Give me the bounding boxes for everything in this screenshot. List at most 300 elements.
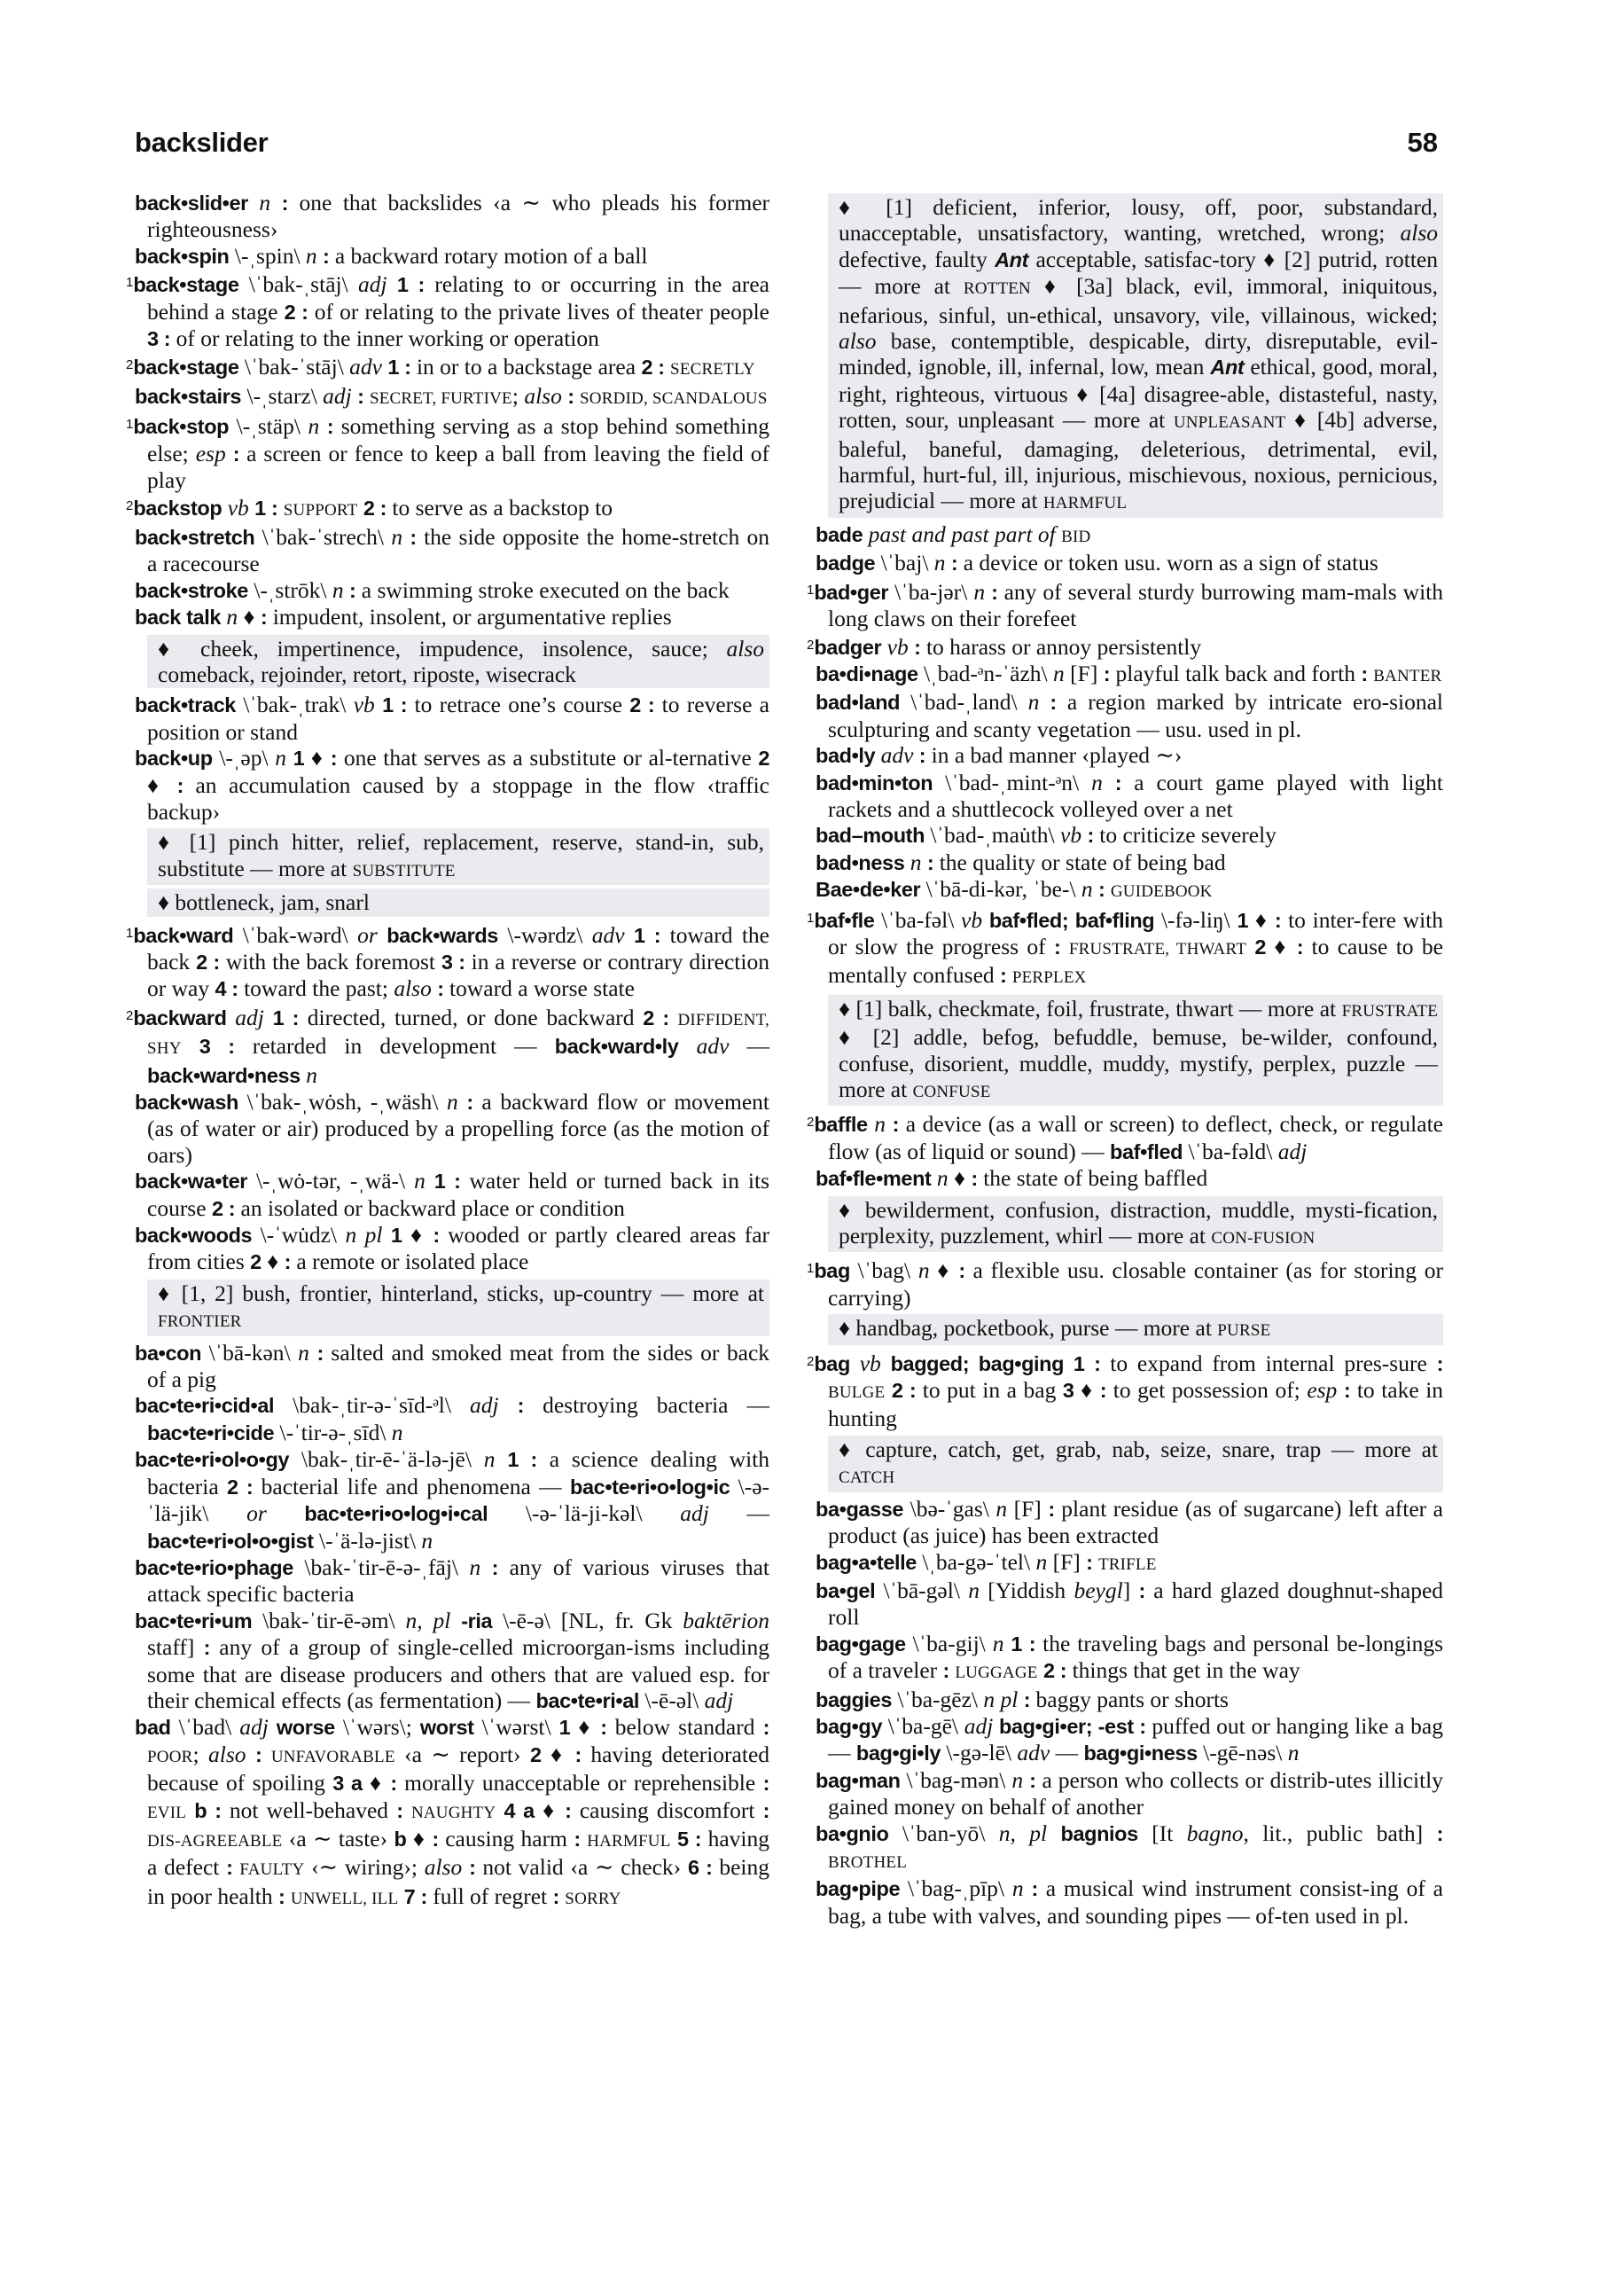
definition-text: something serving as a stop behind something else; xyxy=(147,413,770,466)
definition-text xyxy=(1047,1820,1060,1846)
italic-label: n xyxy=(226,604,238,630)
definition-text xyxy=(267,1500,305,1526)
italic-label: n xyxy=(298,1339,309,1366)
definition-text xyxy=(850,1350,860,1376)
synonym-box xyxy=(147,888,769,916)
italic-label: adv xyxy=(1017,1740,1050,1766)
italic-label: n xyxy=(391,523,403,550)
definition-text xyxy=(495,1446,507,1472)
definition-text: having deteriorated because of spoiling xyxy=(147,1741,770,1796)
definition-text: \ˈba-gij\ xyxy=(905,1630,993,1656)
italic-label: vb xyxy=(353,692,375,718)
italic-label: n xyxy=(995,1495,1008,1522)
bold-term: baggies xyxy=(816,1687,893,1711)
bold-term: : xyxy=(991,580,998,604)
bold-term: 3 : xyxy=(199,1035,235,1059)
definition-text xyxy=(881,1350,891,1376)
cross-reference: BROTHEL xyxy=(828,1852,908,1872)
synonym-box xyxy=(828,995,1443,1107)
italic-label: vb xyxy=(1060,822,1082,849)
definition-text: the traveling bags and personal be-longings of a traveler xyxy=(828,1630,1443,1684)
definition-text xyxy=(375,692,382,717)
definition-text: in a reverse or contrary direction or way xyxy=(147,948,769,1002)
bold-term: : xyxy=(971,1167,978,1191)
bold-term: bagnios xyxy=(1060,1821,1138,1845)
synonym-box xyxy=(828,193,1443,518)
definition-text: [It xyxy=(1137,1820,1187,1846)
definition-text: ♦ xyxy=(402,1222,433,1248)
dictionary-entry xyxy=(135,745,769,825)
italic-label: n xyxy=(1035,1548,1048,1575)
definition-text xyxy=(625,922,634,948)
homograph-number: 1 xyxy=(126,417,134,433)
dictionary-entry xyxy=(807,1256,1443,1311)
bold-term: : xyxy=(762,1716,769,1740)
bold-term: : xyxy=(1436,1351,1443,1375)
italic-label: n xyxy=(446,1089,458,1115)
dictionary-entry xyxy=(816,876,1443,904)
bold-term: : xyxy=(260,606,268,630)
italic-label: n xyxy=(1287,1740,1300,1766)
definition-text: ♦ handbag, pocketbook, purse — more at xyxy=(839,1315,1218,1342)
bold-term: 3 xyxy=(1062,1379,1074,1403)
bold-term: back•wash xyxy=(135,1091,238,1114)
bold-term: : xyxy=(1296,935,1304,959)
bold-term: b : xyxy=(194,1798,222,1822)
bold-term: back•slid•er xyxy=(135,192,248,215)
bold-term: : xyxy=(942,1659,949,1683)
definition-text: \ˈban-yō\ xyxy=(888,1820,999,1846)
bold-term: 1 : xyxy=(1011,1632,1036,1656)
synonym-box xyxy=(828,1436,1443,1492)
italic-label: adj xyxy=(1277,1138,1308,1164)
definition-text: ♦ [1] pinch hitter, relief, replacement, reserve, stand-in, sub, substitute — more at xyxy=(158,829,764,881)
bold-term: : xyxy=(437,977,444,1001)
bold-term: : xyxy=(396,1798,403,1822)
bold-term: 1 : xyxy=(1073,1351,1101,1375)
definition-text: \ˈbaj\ xyxy=(875,550,934,576)
definition-text: \-fə-liŋ\ xyxy=(1154,906,1238,933)
definition-text: ♦ xyxy=(147,771,177,798)
definition-text xyxy=(387,271,397,297)
definition-text: \ˈbak-ˌstāj\ xyxy=(238,271,358,298)
definition-text: \ˈbak-ˈstrech\ xyxy=(254,523,392,550)
dictionary-entry xyxy=(807,1109,1443,1165)
definition-text: toward the past; xyxy=(238,975,394,1002)
definition-text: a remote or isolated place xyxy=(291,1248,529,1275)
definition-text: \ˈbak-ˈstāj\ xyxy=(238,354,350,380)
definition-text: \ˈbā-di-kər, ˈbe-\ xyxy=(920,876,1081,903)
italic-label: n xyxy=(973,578,986,605)
bold-term: 2 : xyxy=(1042,1659,1067,1683)
antonym-label: Ant xyxy=(1210,356,1245,380)
homograph-number: 2 xyxy=(126,357,134,373)
italic-label: adj xyxy=(680,1500,709,1527)
bold-term: back•stage xyxy=(133,273,239,297)
definition-text: bacterial life and phenomena — xyxy=(253,1473,571,1499)
definition-text: ♦ [1] balk, checkmate, foil, frustrate, thwart — more at xyxy=(839,995,1342,1022)
bold-term: : xyxy=(232,442,240,466)
definition-text: \-ˌstäp\ xyxy=(229,413,308,440)
definition-text xyxy=(1103,770,1115,795)
cross-reference: UNFAVORABLE xyxy=(270,1747,395,1766)
bold-term: baf•fled; baf•fling xyxy=(988,908,1155,932)
bold-term: bac•te•ri•um xyxy=(135,1609,253,1632)
definition-text: — xyxy=(1050,1740,1084,1766)
definition-text: the side opposite the home-stretch on a racecourse xyxy=(147,523,769,577)
definition-text: \ˈbag\ xyxy=(849,1257,918,1284)
bold-term: : xyxy=(1000,964,1007,988)
definition-text: water held or turned back in its course xyxy=(147,1168,769,1221)
bold-term: : xyxy=(958,1259,965,1283)
dictionary-entry xyxy=(135,1554,769,1608)
bold-term: 2 xyxy=(250,1250,262,1274)
bold-term: : xyxy=(600,1716,607,1740)
italic-label: bagno xyxy=(1186,1820,1244,1846)
definition-text: \ˌbad-ᵊn-ˈäzh\ xyxy=(917,660,1054,686)
dictionary-entry xyxy=(135,1168,769,1222)
definition-text: \-ē-ə\ [NL, fr. Gk xyxy=(492,1607,683,1633)
definition-text: salted and smoked meat from the sides or back of a pig xyxy=(147,1339,770,1393)
definition-text: base, contemptible, despicable, dirty, disreputable, evil-minded, ignoble, ill, infernal, low, mean xyxy=(839,328,1438,380)
dictionary-entry xyxy=(135,383,769,411)
italic-label: n xyxy=(469,1554,481,1580)
bold-term: ba•gel xyxy=(816,1578,876,1602)
bold-term: 7 : xyxy=(403,1884,427,1908)
bold-term: back•wa•ter xyxy=(135,1170,248,1194)
bold-term: baffle xyxy=(814,1113,868,1137)
homograph-number: 1 xyxy=(126,925,134,941)
bold-term: back•stretch xyxy=(135,525,255,549)
bold-term: bag•gi•er; -est : xyxy=(999,1714,1146,1738)
italic-label: baktērion xyxy=(683,1607,770,1633)
definition-text: \ˈba-fəl\ xyxy=(874,906,962,933)
bold-term: 1 : xyxy=(382,693,408,717)
definition-text: not well-behaved xyxy=(221,1796,397,1823)
homograph-number: 1 xyxy=(807,582,815,598)
dictionary-entry xyxy=(126,1003,770,1089)
bold-term: : xyxy=(1087,824,1094,848)
definition-text: \-wərdz\ xyxy=(497,921,592,948)
definition-text: \ˈba-gēz\ xyxy=(892,1686,984,1712)
italic-label: n xyxy=(1011,1875,1024,1902)
bold-term: 1 xyxy=(558,1716,571,1740)
right-column xyxy=(807,190,1444,1929)
definition-text: defective, faulty xyxy=(839,246,995,272)
definition-text: ♦ [1] deficient, inferior, lousy, off, poor, substandard, unacceptable, unsatisfactory, wanting, wretched, wrong; xyxy=(839,194,1438,247)
italic-label: also xyxy=(394,975,432,1002)
bold-term: back•ward•ly xyxy=(554,1035,679,1059)
cross-reference: BANTER xyxy=(1373,666,1442,685)
bold-term: : xyxy=(567,384,574,408)
dictionary-entry xyxy=(816,1820,1443,1876)
definition-text: \ˈba-gē\ xyxy=(882,1712,964,1739)
homograph-number: 1 xyxy=(807,1261,815,1277)
bold-term: 1 : xyxy=(433,1170,461,1194)
cross-reference: SECRET, FURTIVE xyxy=(369,388,512,408)
bold-term: : xyxy=(926,850,934,874)
bold-term: 2 : xyxy=(211,1196,236,1220)
bold-term: 1 : xyxy=(633,923,661,947)
italic-label: n xyxy=(992,1630,1004,1656)
definition-text: \ˌba-gə-ˈtel\ xyxy=(916,1548,1036,1575)
italic-label: esp xyxy=(195,440,226,466)
dictionary-entry xyxy=(816,661,1443,689)
bold-term: : xyxy=(316,1341,324,1365)
definition-text: [F] xyxy=(1064,660,1104,686)
cross-reference: CATCH xyxy=(839,1468,895,1488)
definition-text: with the back foremost xyxy=(219,948,441,975)
italic-label: n xyxy=(483,1446,496,1473)
bold-term: : xyxy=(1138,1578,1145,1602)
italic-label: adv xyxy=(696,1033,730,1060)
bold-term: bad•land xyxy=(816,691,901,715)
bold-term: bad•ger xyxy=(814,580,889,604)
homograph-number: 2 xyxy=(126,498,134,514)
dictionary-entry xyxy=(816,770,1443,823)
definition-text: destroying bacteria — xyxy=(524,1392,770,1419)
italic-label: or xyxy=(357,921,378,948)
cross-reference: LUGGAGE xyxy=(955,1663,1038,1683)
bold-term: 2 xyxy=(1254,935,1267,959)
bold-term: bad•ness xyxy=(816,850,905,874)
bold-term: : xyxy=(552,1884,559,1908)
dictionary-entry xyxy=(135,1392,769,1446)
bold-term: 4 : xyxy=(215,977,238,1001)
italic-label: adj xyxy=(323,382,352,409)
definition-text: \bak-ˌtir-ē-ˈä-lə-jē\ xyxy=(289,1446,484,1473)
definition-text: \ˈbad-ˌmint-ᵊn\ xyxy=(933,769,1092,795)
italic-label: n xyxy=(332,576,344,603)
bold-term: 2 : xyxy=(891,1379,917,1403)
definition-text: ethical, good, moral, right, righteous, virtuous ♦ [4a] disagree-able, distasteful, nasty, rotten, sour, unpleasant — more at xyxy=(839,354,1438,434)
definition-text: \-ˌəp\ xyxy=(212,745,276,771)
dictionary-entry xyxy=(135,1446,769,1554)
bold-term: baf•fle•ment xyxy=(816,1167,932,1191)
italic-label: n xyxy=(933,550,946,576)
bold-term: back•woods xyxy=(135,1224,253,1248)
definition-text xyxy=(426,1168,434,1194)
italic-label: n xyxy=(1091,769,1103,795)
bold-term: 1 xyxy=(390,1224,402,1248)
italic-label: past and past part of xyxy=(868,521,1056,547)
bold-term: : xyxy=(1086,1550,1093,1574)
definition-text: \-ē-əl\ xyxy=(639,1687,705,1713)
bold-term: bag xyxy=(814,1259,850,1283)
bold-term: bag•gi•ly xyxy=(855,1742,941,1765)
bold-term: : xyxy=(762,1772,770,1796)
definition-text: causing harm xyxy=(438,1825,574,1851)
italic-label: beygl xyxy=(1074,1577,1123,1603)
bold-term: bad–mouth xyxy=(816,824,925,848)
definition-text: plant residue (as of sugarcane) left after a product (as juice) has been extracted xyxy=(828,1495,1443,1549)
definition-text xyxy=(1064,1350,1074,1376)
bold-term: : xyxy=(330,747,338,771)
synonym-box xyxy=(147,635,769,689)
definition-text xyxy=(480,1554,491,1580)
definition-text: ♦ xyxy=(362,1770,391,1796)
definition-text: \-ˈtir-ə-ˌsīd\ xyxy=(274,1419,392,1445)
definition-text: \ˈbak-wərd\ xyxy=(233,921,358,948)
definition-text xyxy=(248,190,259,215)
bold-term: back•track xyxy=(135,693,236,717)
bold-term: worse xyxy=(276,1716,335,1740)
bold-term: 2 : xyxy=(629,693,655,717)
definition-text: wooded or partly cleared areas far from cities xyxy=(147,1222,770,1275)
bold-term: : xyxy=(574,1827,581,1851)
cross-reference: DIS-AGREEABLE xyxy=(147,1831,283,1851)
definition-text: ] xyxy=(1122,1577,1139,1603)
bold-term: : xyxy=(491,1555,499,1579)
definition-text xyxy=(1039,689,1050,715)
cross-reference: ROTTEN xyxy=(963,279,1031,299)
definition-text: ♦ xyxy=(570,1714,601,1741)
bold-term: 1 xyxy=(1237,908,1249,932)
italic-label: n xyxy=(1081,876,1093,903)
cross-reference: NAUGHTY xyxy=(410,1803,496,1822)
bold-term: 2 : xyxy=(643,1006,669,1029)
definition-text: of or relating to the private lives of theater people xyxy=(308,298,770,325)
cross-reference: DIFFIDENT, SHY xyxy=(147,1010,769,1059)
cross-reference: PURSE xyxy=(1217,1321,1271,1341)
cross-reference: SORRY xyxy=(565,1889,621,1908)
italic-label: esp xyxy=(1307,1377,1338,1404)
italic-label: n, pl xyxy=(405,1607,451,1633)
bold-term: 3 : xyxy=(147,327,171,351)
definition-text: ‹a ∼ report› xyxy=(394,1741,530,1767)
italic-label: also xyxy=(839,328,877,355)
bold-term: baf•fle xyxy=(814,908,875,932)
cross-reference: CONFUSE xyxy=(912,1083,991,1101)
homograph-number: 1 xyxy=(126,275,134,291)
definition-text: — xyxy=(708,1500,770,1527)
bold-term: : xyxy=(226,1856,233,1880)
definition-text: ♦ xyxy=(1248,906,1275,933)
bold-term: : xyxy=(574,1742,582,1766)
cross-reference: HARMFUL xyxy=(587,1831,671,1851)
definition-text: morally unacceptable or reprehensible xyxy=(396,1770,763,1796)
bold-term: back•ward•ness xyxy=(147,1063,301,1087)
bold-term: bac•te•ri•ol•o•gy xyxy=(135,1448,290,1472)
definition-text: ♦ cheek, impertinence, impudence, insolence, sauce; xyxy=(158,635,727,661)
dictionary-entry xyxy=(816,550,1443,576)
cross-reference: UNWELL, ILL xyxy=(290,1889,399,1908)
bold-term: : xyxy=(565,1798,572,1822)
definition-text xyxy=(496,1797,504,1823)
definition-text xyxy=(886,1111,893,1137)
bold-term: : xyxy=(1023,1687,1031,1711)
definition-text xyxy=(1060,934,1068,959)
italic-label: vb xyxy=(859,1350,881,1376)
bold-term: -ria xyxy=(461,1609,493,1632)
running-head-guide-word: backslider xyxy=(135,127,269,158)
bold-term: : xyxy=(1098,878,1105,902)
italic-label: n xyxy=(874,1111,886,1138)
definition-text: \ˈbak-ˌwȯsh, -ˌwäsh\ xyxy=(238,1089,447,1115)
bold-term: b xyxy=(394,1827,407,1851)
definition-text xyxy=(993,1713,999,1739)
definition-text: relating to or occurring in the area behind a stage xyxy=(147,271,769,325)
definition-text: \ˈwərs\; xyxy=(334,1714,420,1741)
definition-text: to harass or annoy persistently xyxy=(920,633,1202,660)
italic-label: n xyxy=(910,849,922,875)
dictionary-entry xyxy=(135,1340,769,1393)
definition-text: staff] xyxy=(147,1634,204,1661)
dictionary-entry xyxy=(816,1687,1443,1713)
dictionary-entry xyxy=(816,822,1443,849)
definition-text: below standard xyxy=(606,1714,763,1741)
cross-reference: PERPLEX xyxy=(1011,968,1087,988)
bold-term: bac•te•ri•cide xyxy=(147,1421,275,1444)
italic-label: adv xyxy=(349,354,382,380)
definition-text xyxy=(262,1742,270,1767)
dictionary-entry xyxy=(816,742,1443,769)
definition-text: one that backslides ‹a ∼ who pleads his former righteousness› xyxy=(147,190,770,243)
definition-text: baggy pants or shorts xyxy=(1030,1686,1229,1712)
synonym-box xyxy=(828,1314,1443,1344)
italic-label: n xyxy=(391,1419,403,1445)
bold-term: bag•a•telle xyxy=(816,1550,917,1574)
definition-text xyxy=(885,1377,892,1403)
bold-term: : xyxy=(432,1827,439,1851)
italic-label: n xyxy=(414,1168,426,1194)
dictionary-entry xyxy=(135,1608,769,1715)
italic-label: also xyxy=(424,1854,463,1881)
dictionary-entry xyxy=(816,1767,1443,1820)
bold-term: : xyxy=(469,1856,476,1880)
bold-term: 2 xyxy=(529,1742,542,1766)
dictionary-entry xyxy=(816,1875,1443,1929)
bold-term: 4 a xyxy=(504,1798,535,1822)
dictionary-entry xyxy=(126,493,769,523)
bold-term: : xyxy=(176,773,184,797)
definition-text xyxy=(1337,1377,1344,1403)
cross-reference: CON-FUSION xyxy=(1211,1229,1316,1248)
bold-term: 2 : xyxy=(227,1475,254,1499)
dictionary-entry xyxy=(816,689,1443,742)
definition-text xyxy=(319,413,327,439)
definition-text: ♦ xyxy=(1266,933,1297,959)
bold-term: bade xyxy=(816,522,863,546)
definition-text: puffed out or hanging like a bag — xyxy=(828,1712,1443,1766)
definition-text xyxy=(462,1854,469,1880)
definition-text: directed, turned, or done backward xyxy=(299,1004,644,1030)
definition-text: to put in a bag xyxy=(916,1377,1063,1404)
definition-text: one that serves as a substitute or al-ternative xyxy=(337,745,759,771)
italic-label: n xyxy=(917,1257,930,1284)
bold-term: bad•ly xyxy=(816,744,876,768)
italic-label: n xyxy=(1011,1766,1024,1793)
definition-text: playful talk back and forth xyxy=(1110,660,1362,686)
italic-label: n xyxy=(259,190,271,215)
definition-text: any of several sturdy burrowing mam-mals with long claws on their forefeet xyxy=(828,578,1443,632)
definition-text: a backward rotary motion of a ball xyxy=(329,242,648,269)
bold-term: backstop xyxy=(133,497,223,521)
definition-text: , lit., public bath] xyxy=(1243,1820,1437,1846)
dictionary-entry xyxy=(816,1496,1443,1549)
bold-term: : xyxy=(1343,1379,1351,1403)
italic-label: also xyxy=(726,635,764,661)
italic-label: or xyxy=(246,1500,267,1527)
definition-text: not valid ‹a ∼ check› xyxy=(475,1854,688,1881)
bold-term: 2 : xyxy=(196,950,220,974)
definition-text: ♦ xyxy=(261,1248,285,1275)
bold-term: 1 : xyxy=(272,1006,300,1029)
dictionary-entry xyxy=(816,1713,1443,1767)
antonym-label: Ant xyxy=(995,247,1029,271)
bold-term: : xyxy=(1361,661,1368,685)
bold-term: worst xyxy=(419,1716,474,1740)
